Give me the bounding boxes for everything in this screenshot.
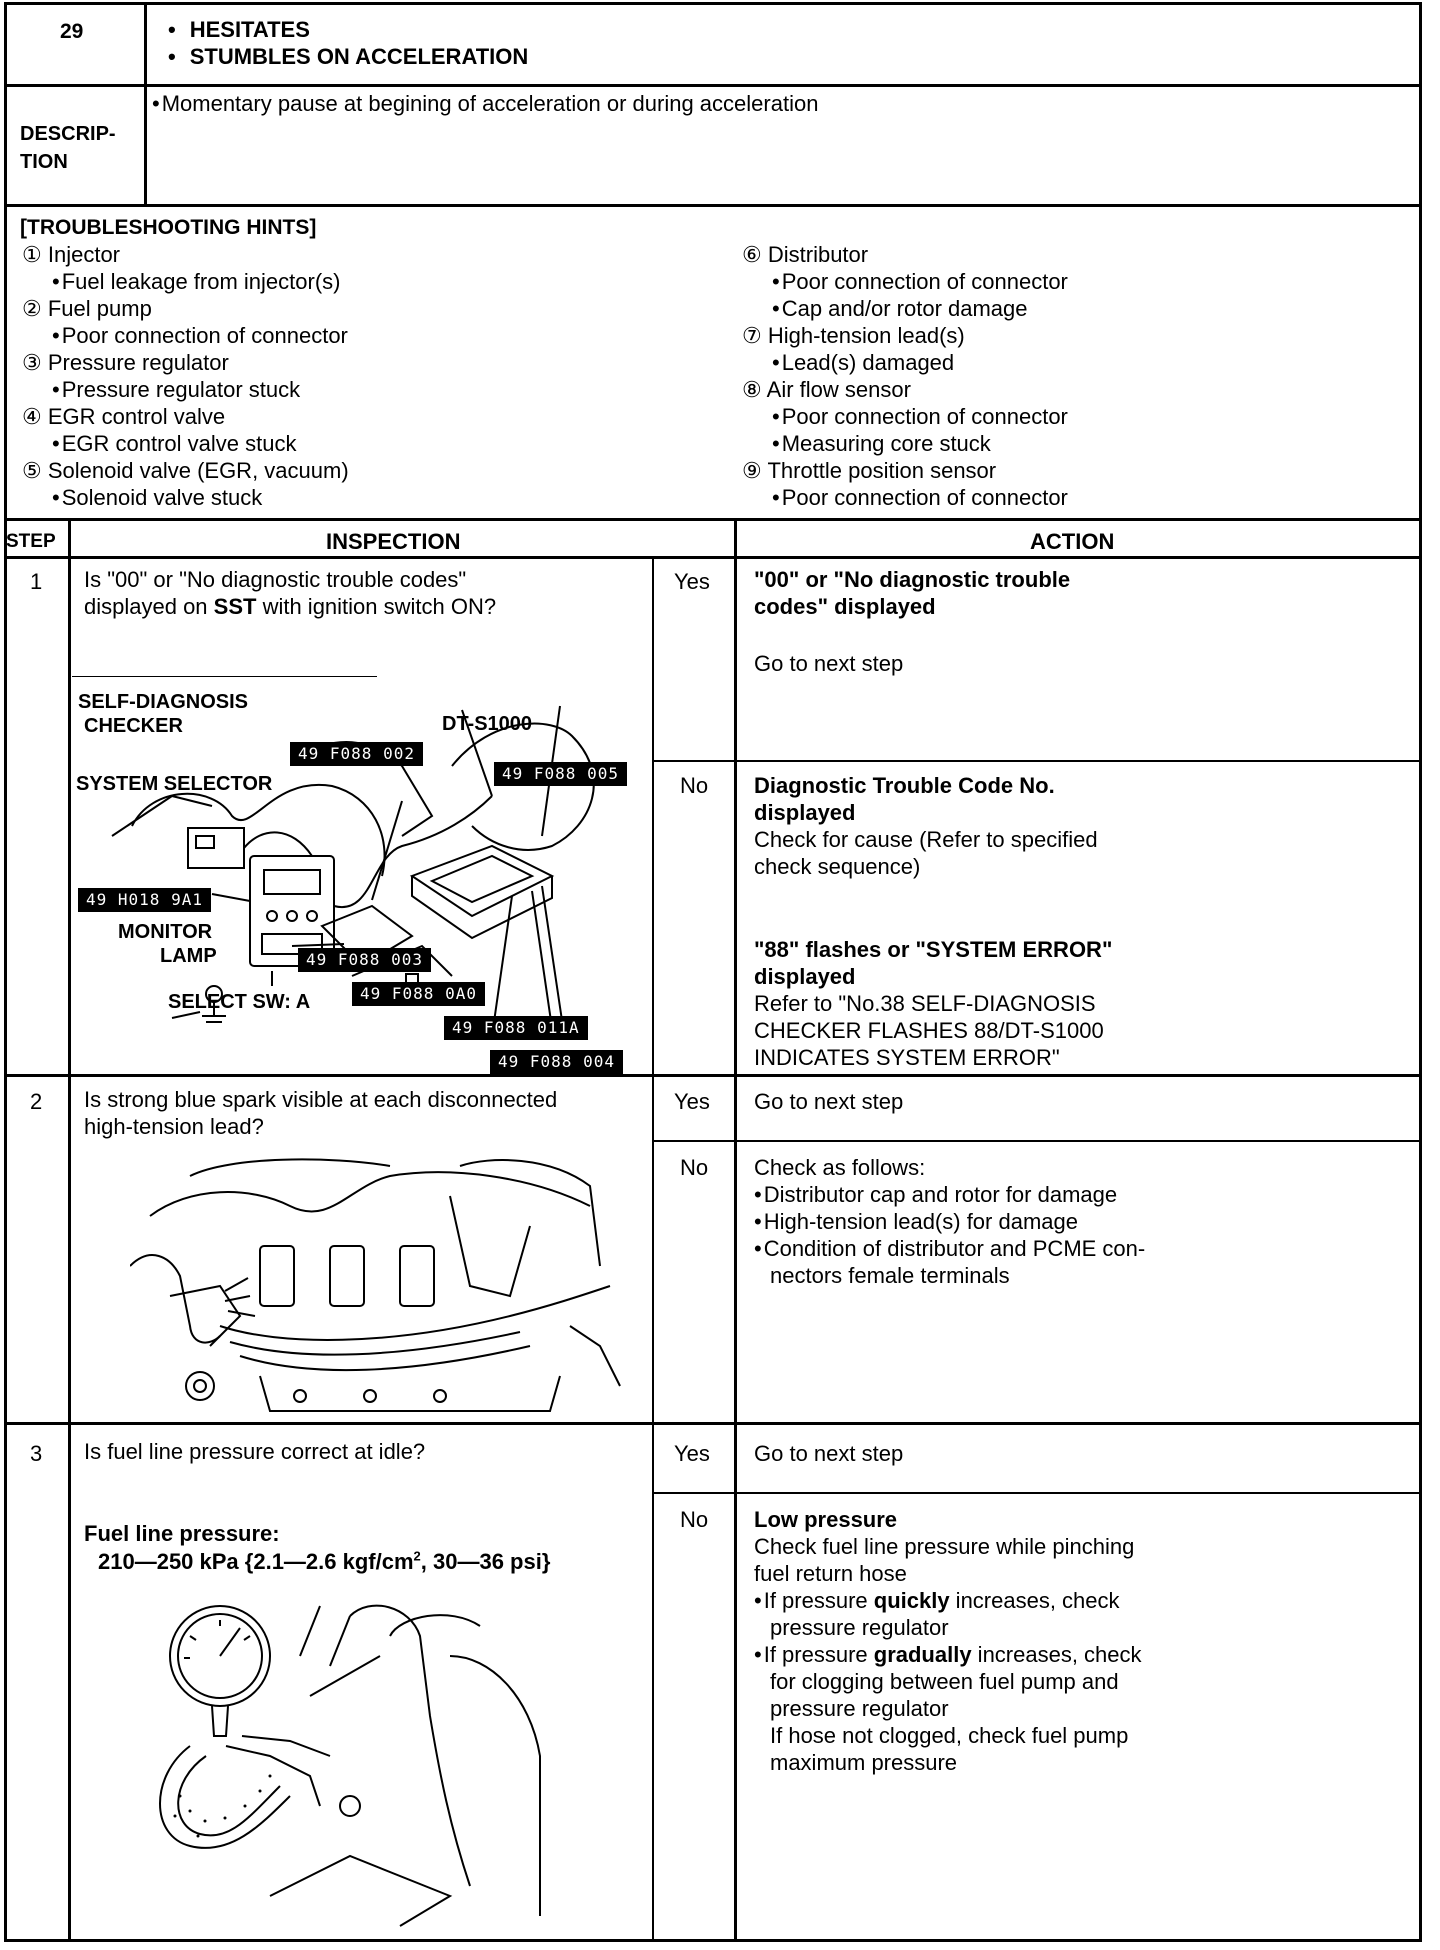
label-monitor: MONITOR — [118, 921, 213, 943]
hint-fuel-pump: ② Fuel pump — [22, 296, 152, 321]
step-number: 3 — [30, 1441, 43, 1466]
yes-label: Yes — [674, 1441, 710, 1466]
check-item-continuation: pressure regulator — [770, 1615, 949, 1640]
check-item: • If pressure quickly increases, check — [754, 1587, 1142, 1614]
hint-distributor: ⑥ Distributor — [742, 242, 869, 267]
label-self-diagnosis: SELF-DIAGNOSIS — [78, 691, 249, 713]
divider — [4, 556, 1422, 559]
label-checker: CHECKER — [84, 715, 183, 737]
action-heading: Low pressure — [754, 1507, 898, 1532]
column-header-action: ACTION — [1030, 529, 1115, 554]
symptom-1: • HESITATES — [168, 16, 310, 43]
action-heading: displayed — [754, 964, 856, 989]
step-1-no-action — [754, 772, 1098, 880]
yes-label: Yes — [674, 1089, 710, 1114]
action-text: Refer to "No.38 SELF-DIAGNOSIS — [754, 991, 1096, 1016]
check-item-continuation: nectors female terminals — [770, 1263, 1010, 1288]
column-header-step: STEP — [6, 531, 56, 552]
action-heading: "00" or "No diagnostic trouble — [754, 567, 1071, 592]
divider — [4, 1422, 1422, 1425]
divider — [144, 2, 147, 206]
part-number-tag: 49 F088 005 — [494, 762, 627, 786]
action-text: INDICATES SYSTEM ERROR" — [754, 1045, 1060, 1070]
step-1-question — [84, 566, 496, 620]
check-item: • Distributor cap and rotor for damage — [754, 1181, 1145, 1208]
question-line: high-tension lead? — [84, 1114, 264, 1139]
label-lamp: LAMP — [160, 945, 217, 967]
description-label: DESCRIP- TION — [20, 123, 116, 173]
hint-high-tension-leads: ⑦ High-tension lead(s) — [742, 323, 965, 348]
question-line: displayed on SST with ignition switch ON? — [84, 594, 497, 619]
symptom-2: • STUMBLES ON ACCELERATION — [168, 43, 528, 70]
hint-item: • Poor connection of connector — [742, 484, 1068, 511]
label-system-selector: SYSTEM SELECTOR — [76, 773, 273, 795]
check-item: • If pressure gradually increases, check — [754, 1641, 1142, 1668]
check-item-continuation: pressure regulator — [770, 1696, 949, 1721]
hint-item: • Poor connection of connector — [742, 268, 1068, 295]
step-3-question: Is fuel line pressure correct at idle? — [84, 1439, 426, 1464]
action-heading: "88" flashes or "SYSTEM ERROR" — [754, 937, 1113, 962]
action-text: Check for cause (Refer to specified — [754, 827, 1098, 852]
action-text: Go to next step — [754, 1089, 904, 1114]
hint-throttle-position-sensor: ⑨ Throttle position sensor — [742, 458, 997, 483]
action-text: Go to next step — [754, 651, 904, 676]
step-3-no-action — [754, 1506, 1142, 1776]
divider — [734, 518, 737, 1942]
action-text: Check as follows: — [754, 1155, 926, 1180]
fuel-pressure-gauge-illustration — [150, 1596, 550, 1936]
action-heading: displayed — [754, 800, 856, 825]
divider — [652, 760, 1422, 762]
fuel-pressure-gauge-drawing — [150, 1596, 550, 1936]
divider — [4, 84, 1422, 87]
divider — [652, 556, 654, 1942]
description-text: • Momentary pause at begining of acceleration or during acceleration — [152, 90, 818, 117]
part-number-tag: 49 H018 9A1 — [78, 888, 211, 912]
divider — [652, 1140, 1422, 1142]
hint-item: • Poor connection of connector — [22, 322, 349, 349]
hint-item: • Measuring core stuck — [742, 430, 1068, 457]
hint-pressure-regulator: ③ Pressure regulator — [22, 350, 229, 375]
check-item: • High-tension lead(s) for damage — [754, 1208, 1145, 1235]
action-text: fuel return hose — [754, 1561, 907, 1586]
yes-label: Yes — [674, 569, 710, 594]
action-text: Check fuel line pressure while pinching — [754, 1534, 1135, 1559]
action-text: Go to next step — [754, 1441, 904, 1466]
check-item-continuation: If hose not clogged, check fuel pump — [770, 1723, 1129, 1748]
hints-title: [TROUBLESHOOTING HINTS] — [20, 216, 317, 239]
part-number-tag: 49 F088 004 — [490, 1050, 623, 1074]
step-number: 2 — [30, 1089, 43, 1114]
part-number-tag: 49 F088 003 — [298, 948, 431, 972]
hint-egr-control-valve: ④ EGR control valve — [22, 404, 226, 429]
hint-injector: ① Injector — [22, 242, 121, 267]
label-dt-s1000: DT-S1000 — [442, 713, 533, 735]
action-heading: codes" displayed — [754, 594, 936, 619]
column-header-inspection: INSPECTION — [326, 529, 461, 554]
question-line: Is "00" or "No diagnostic trouble codes" — [84, 567, 467, 592]
no-label: No — [680, 1507, 709, 1532]
hints-left-list — [22, 241, 349, 511]
check-item-continuation: for clogging between fuel pump and — [770, 1669, 1119, 1694]
part-number-tag: 49 F088 0A0 — [352, 982, 485, 1006]
divider — [652, 1492, 1422, 1494]
no-label: No — [680, 1155, 709, 1180]
hints-right-list — [742, 241, 1068, 511]
hint-item: • Cap and/or rotor damage — [742, 295, 1068, 322]
divider — [68, 518, 71, 1942]
step-number: 1 — [30, 569, 43, 594]
hint-item: • Poor connection of connector — [742, 403, 1068, 430]
divider — [4, 204, 1422, 207]
check-item: • Condition of distributor and PCME con- — [754, 1235, 1145, 1262]
question-line: Is strong blue spark visible at each disconnected — [84, 1087, 558, 1112]
hint-solenoid-valve: ⑤ Solenoid valve (EGR, vacuum) — [22, 458, 349, 483]
label-select-sw: SELECT SW: A — [168, 991, 311, 1013]
hint-item: • Pressure regulator stuck — [22, 376, 349, 403]
check-item-continuation: maximum pressure — [770, 1750, 958, 1775]
no-label: No — [680, 773, 709, 798]
step-1-no-action-2 — [754, 936, 1112, 1071]
action-text: CHECKER FLASHES 88/DT-S1000 — [754, 1018, 1104, 1043]
part-number-tag: 49 F088 011A — [444, 1016, 588, 1040]
hint-item: • Lead(s) damaged — [742, 349, 1068, 376]
divider — [4, 518, 1422, 521]
spark-test-illustration — [130, 1146, 630, 1418]
spec-value: 210—250 kPa {2.1—2.6 kgf/$cm^2$, 30—36 psi} — [98, 1548, 551, 1574]
step-2-no-action — [754, 1154, 1145, 1289]
hint-item: • Fuel leakage from injector(s) — [22, 268, 349, 295]
spark-test-drawing — [130, 1146, 630, 1418]
spec-label: Fuel line pressure: — [84, 1521, 280, 1546]
hint-air-flow-sensor: ⑧ Air flow sensor — [742, 377, 911, 402]
action-text: check sequence) — [754, 854, 921, 879]
step-2-question — [84, 1086, 557, 1140]
procedure-number: 29 — [60, 20, 84, 43]
step-1-yes-action — [754, 566, 1070, 620]
hint-item: • EGR control valve stuck — [22, 430, 349, 457]
action-heading: Diagnostic Trouble Code No. — [754, 773, 1055, 798]
part-number-tag: 49 F088 002 — [290, 742, 423, 766]
hint-item: • Solenoid valve stuck — [22, 484, 349, 511]
